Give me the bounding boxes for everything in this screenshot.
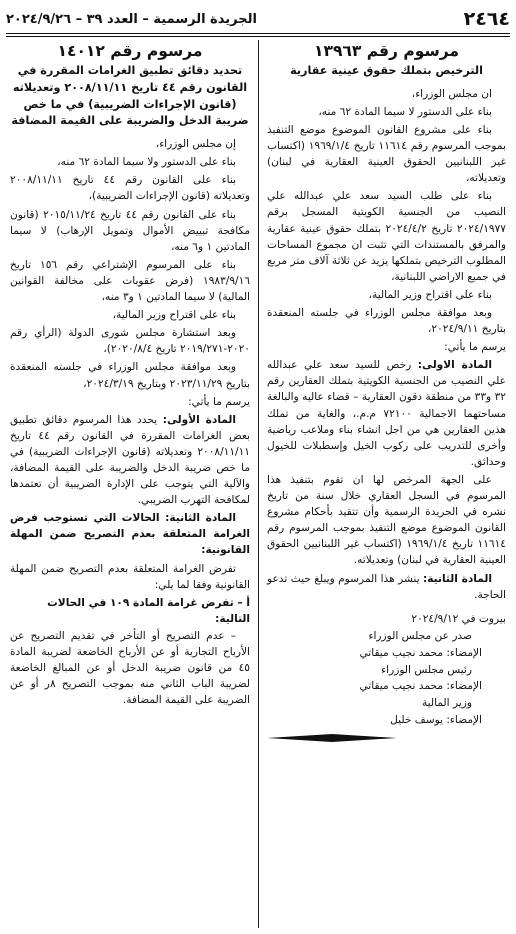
running-title: الجريدة الرسمية – العدد ٣٩ – ٢٠٢٤/٩/٢٦ [6,11,257,27]
preamble-paragraph: وبعد موافقة مجلس الوزراء في جلسته المنعقدة بتاريخ ٢٠٢٣/١١/٢٩ وبتاريخ ٢٠٢٤/٣/١٩، [10,361,250,390]
clause-a-text: – عدم التصريح أو التأخر في تقديم التصريح عن الأرباح التجارية أو عن الأرباح الخاضعة لضريبة المادة ٤٥ من قانون ضريبة الدخل أو عن المبالغ الخاضعة لضريبة الباب الثاني منه بموجب التصريح ٨ر أو عن الضريبة على القيمة المضافة. [10,629,251,707]
preamble-paragraph: بناء على اقتراح وزير المالية، [368,288,492,301]
preamble-paragraph: بناء على القانون رقم ٤٤ تاريخ ٢٠١٥/١١/٢٤ (قانون مكافحة تبييض الأموال وتمويل الإرهاب) لا سيما المادتين ١ و٦ منه، [10,208,250,253]
preamble-paragraph: وبعد استشارة مجلس شورى الدولة (الرأي رقم ٢٠٢٠-٢٠١٩/٢٧١ تاريخ ٢٠٢٠/٨/٤)، [10,327,250,356]
article-2-text: ينشر هذا المرسوم ويبلغ حيث تدعو الحاجة. [267,572,506,601]
columns [6,40,510,928]
signature-line: الإمضاء: محمد نجيب ميقاتي [359,646,482,659]
article-1-text: رخص للسيد سعد علي عبدالله علي النصيب من الجنسية الكويتية بتملك العقارين رقم ٣٢ و٣٣ من منطقة دقون العقارية – قضاء عاليه والبالغة مساحتهما الاجمالية ٧٢١٠٠ م.م.، والغاية من تملك هذين العقارين هي من اجل انشاء بناء وملاعب رياضية وأخرى للتدريب على ركوب الخيل وإسطبلات للخيول وحدائق. [267,359,506,468]
decree-number: مرسوم رقم ١٤٠١٢ [57,42,203,60]
decree-formula: يرسم ما يأتي: [444,341,506,354]
end-ornament [267,733,397,743]
preamble-paragraph: بناء على الدستور ولا سيما المادة ٦٢ منه، [57,156,236,169]
article-2-text: تفرض الغرامة المتعلقة بعدم التصريح ضمن المهلة القانونية وفقا لما يلي: [10,562,250,591]
page-number: ٢٤٦٤ [463,8,510,30]
decree-number: مرسوم رقم ١٣٩٦٣ [314,42,459,60]
article-2-heading: المادة الثانية: الحالات التي تستوجب فرض الغرامة المتعلقة بعدم التصريح ضمن المهلة القانونية: [10,512,250,557]
preamble-paragraph: وبعد موافقة مجلس الوزراء في جلسته المنعقدة بتاريخ ٢٠٢٤/٩/١١، [267,307,506,336]
article-2 [267,571,506,603]
preamble-paragraph: ان مجلس الوزراء، [411,87,492,100]
signature-line: الإمضاء: يوسف خليل [390,714,482,727]
decree-left-column [6,40,258,928]
clause-a-heading: أ – تفرض غرامة المادة ١٠٩ في الحالات التالية: [47,596,250,625]
signature-place-date: بيروت في ٢٠٢٤/٩/١٢ [411,612,506,625]
article-2-label: المادة الثانية: [422,572,492,585]
signature-role: وزير المالية [421,697,472,710]
decree-title: تحديد دقائق تطبيق الغرامات المقررة في القانون رقم ٤٤ تاريخ ٢٠٠٨/١١/١١ وتعديلاته (قانون الإجراءات الضريبية) في ما خص ضريبة الدخل والضريبة على القيمة المضافة [11,64,249,128]
signature-issued-by: صدر عن مجلس الوزراء [368,629,472,642]
article-1-label: المادة الأولى: [162,413,237,426]
article-1-label: المادة الاولى: [417,359,492,372]
preamble-paragraph: بناء على القانون رقم ٤٤ تاريخ ٢٠٠٨/١١/١١ وتعديلاته (قانون الإجراءات الضريبية)، [10,174,250,203]
article-1-text: يحدد هذا المرسوم دقائق تطبيق بعض الغرامات المقررة في القانون رقم ٤٤ تاريخ ٢٠٠٨/١١/١١ وتعديلاته (قانون الإجراءات الضريبية) في ما خص ضريبة الدخل والضريبة على القيمة المضافة، والآلية التي يتوجب على الإدارة الضريبية أن تعتمدها لمكافحة التهرب الضريبي. [10,413,250,507]
preamble-paragraph: بناء على مشروع القانون الموضوع موضع التنفيذ بموجب المرسوم رقم ١١٦١٤ تاريخ ١٩٦٩/١/٤ (اكتساب غير اللبنانيين الحقوق العينية العقارية في لبنان) وتعديلاته، [267,123,506,185]
header-rule-thick [6,33,510,34]
header-rule-thin [6,36,510,37]
article-1 [267,357,506,470]
decree-title: الترخيص بتملك حقوق عينية عقارية [290,64,483,77]
preamble-paragraph: بناء على الدستور لا سيما المادة ٦٢ منه، [318,105,492,118]
preamble-paragraph: بناء على اقتراح وزير المالية، [112,309,236,322]
preamble-paragraph: بناء على المرسوم الإشتراعي رقم ١٥٦ تاريخ ١٩٨٣/٩/١٦ (فرض عقوبات على مخالفة القوانين المالية) لا سيما المادتين ١ و٣ منه، [10,258,250,304]
preamble-paragraph: إن مجلس الوزراء، [155,138,236,151]
signature-role: رئيس مجلس الوزراء [381,663,472,676]
signature-line: الإمضاء: محمد نجيب ميقاتي [359,680,482,693]
page-header [6,6,510,32]
decree-formula: يرسم ما يأتي: [188,395,250,408]
preamble-paragraph: بناء على طلب السيد سعد علي عبدالله علي النصيب من الجنسية الكويتية المسجل برقم ٢٠٢٤/١٩٧٧ تاريخ ٢٠٢٤/٤/٢ بتملك حقوق عينية عقارية والمرفق بالمستندات التي تثبت ان مجموع المساحات المطلوب الترخيص بتملكها يزيد عن ثلاثة آلاف متر مربع في جميع الاراضي اللبنانية، [267,190,506,283]
article-1 [10,412,250,509]
decree-right-column [258,40,510,928]
article-1-continued: على الجهة المرخص لها ان تقوم بتنفيذ هذا المرسوم في السجل العقاري خلال سنة من تاريخ نشره في الجريدة الرسمية وأن تتقيد بأحكام مشروع القانون الموضوع موضع التنفيذ بموجب المرسوم رقم ١١٦١٤ تاريخ ١٩٦٩/١/٤ (اكتساب غير اللبنانيين الحقوق العينية العقارية في لبنان) وتعديلاته. [267,473,506,567]
